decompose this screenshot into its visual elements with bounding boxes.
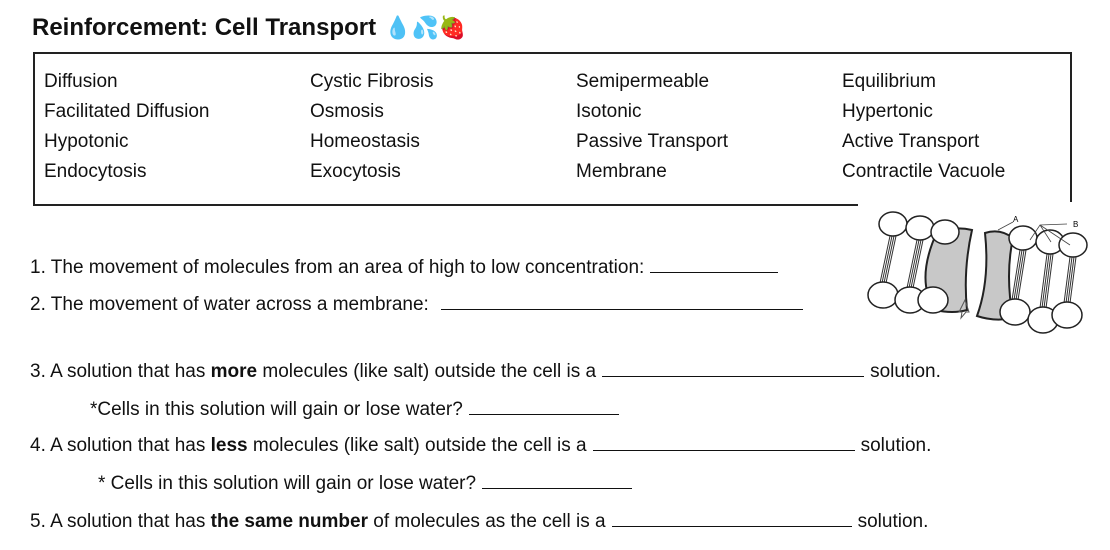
answer-blank[interactable] bbox=[593, 434, 855, 451]
word-bank-term: Osmosis bbox=[310, 101, 384, 122]
membrane-diagram bbox=[855, 200, 1095, 335]
phospholipid-head bbox=[879, 212, 907, 236]
word-bank-term: Facilitated Diffusion bbox=[44, 101, 210, 122]
word-bank-border bbox=[1070, 52, 1072, 202]
question-5: 5. A solution that has the same number of molecules as the cell is a solution. bbox=[30, 511, 929, 532]
word-bank-term: Membrane bbox=[576, 161, 667, 182]
question-3: 3. A solution that has more molecules (like salt) outside the cell is a solution. bbox=[30, 361, 941, 382]
phospholipid-head bbox=[906, 216, 934, 240]
answer-blank[interactable] bbox=[482, 472, 632, 489]
question-3-sub: *Cells in this solution will gain or lose water? bbox=[90, 398, 625, 421]
word-bank-term: Endocytosis bbox=[44, 161, 147, 182]
answer-blank[interactable] bbox=[602, 360, 864, 377]
phospholipid-head bbox=[931, 220, 959, 244]
phospholipid-tail bbox=[1016, 250, 1024, 300]
label-a: A bbox=[1013, 215, 1019, 224]
emoji-icons: 💧💦🍓 bbox=[384, 15, 467, 40]
phospholipid-head bbox=[1000, 299, 1030, 325]
word-bank-term: Active Transport bbox=[842, 131, 980, 152]
word-bank-border bbox=[33, 204, 858, 206]
word-bank-term: Exocytosis bbox=[310, 161, 401, 182]
word-bank-term: Isotonic bbox=[576, 101, 642, 122]
answer-blank[interactable] bbox=[469, 398, 619, 415]
phospholipid-head bbox=[1052, 302, 1082, 328]
word-bank-term: Homeostasis bbox=[310, 131, 420, 152]
word-bank-term: Cystic Fibrosis bbox=[310, 71, 434, 92]
phospholipid-head bbox=[1059, 233, 1087, 257]
word-bank-term: Passive Transport bbox=[576, 131, 729, 152]
question-1: 1. The movement of molecules from an area of high to low concentration: bbox=[30, 256, 784, 279]
phospholipid-head bbox=[1009, 226, 1037, 250]
phospholipid-head bbox=[918, 287, 948, 313]
word-bank-term: Hypotonic bbox=[44, 131, 129, 152]
word-bank-term: Hypertonic bbox=[842, 101, 933, 122]
question-2: 2. The movement of water across a membrane: bbox=[30, 293, 809, 316]
label-b: B bbox=[1073, 220, 1079, 229]
word-bank-term: Equilibrium bbox=[842, 71, 936, 92]
answer-blank[interactable] bbox=[650, 256, 778, 273]
phospholipid-tail bbox=[1014, 250, 1022, 300]
word-bank-term: Diffusion bbox=[44, 71, 118, 92]
phospholipid-head bbox=[868, 282, 898, 308]
answer-blank[interactable] bbox=[441, 293, 803, 310]
word-bank-term: Semipermeable bbox=[576, 71, 710, 92]
answer-blank[interactable] bbox=[612, 510, 852, 527]
question-4-sub: * Cells in this solution will gain or lose water? bbox=[98, 472, 638, 495]
question-4: 4. A solution that has less molecules (like salt) outside the cell is a solution. bbox=[30, 435, 932, 456]
word-bank-term: Contractile Vacuole bbox=[842, 161, 1006, 182]
page-title bbox=[32, 14, 466, 42]
title-text: Reinforcement: Cell Transport bbox=[32, 14, 377, 41]
